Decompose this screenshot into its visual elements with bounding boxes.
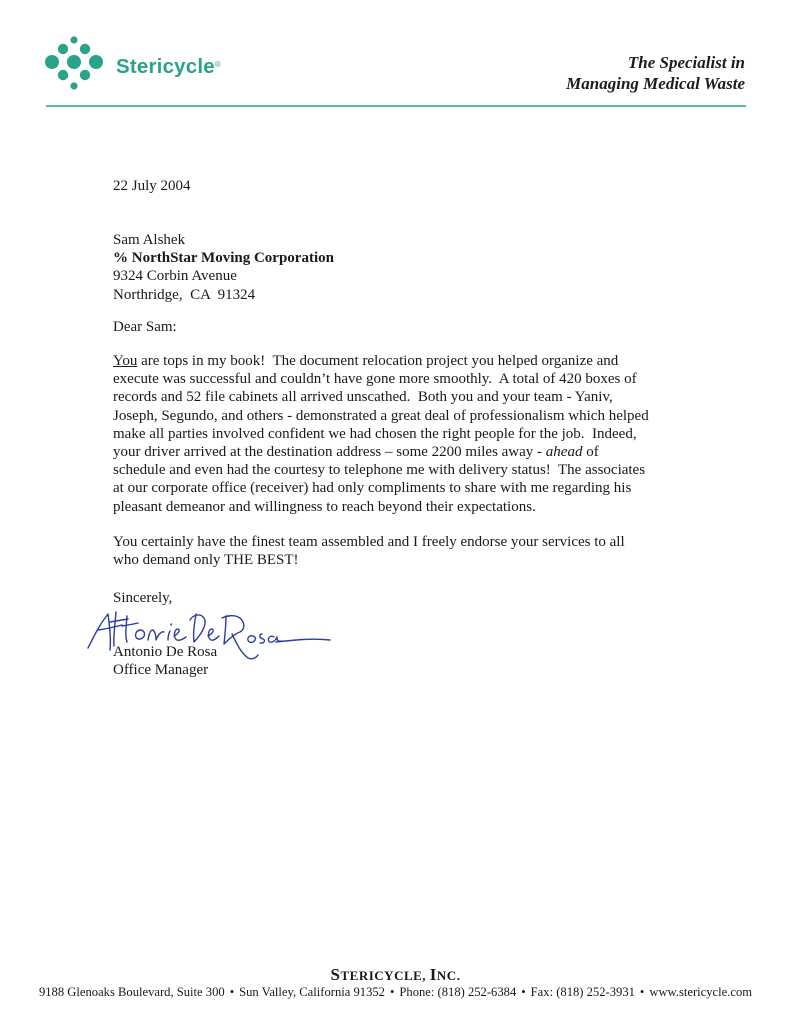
body-paragraph-2 [113,533,625,569]
footer-city: Sun Valley, California 91352 [239,985,385,999]
paragraph-line: execute was successful and couldn’t have gone more smoothly. A total of 420 boxes of [113,371,637,388]
paragraph-line: schedule and even had the courtesy to telephone me with delivery status! The associates [113,462,646,479]
footer-contact-line [0,985,791,1000]
paragraph-line: You certainly have the finest team assembled and I freely endorse your services to all [113,534,625,550]
recipient-city: Northridge, CA 91324 [113,286,256,303]
bullet-separator: • [229,985,235,999]
tagline-line: The Specialist in [627,53,745,72]
tagline [566,52,745,94]
footer-company-name [0,965,791,985]
letter-date: 22 July 2004 [113,178,191,194]
italic-word: ahead [545,444,583,461]
stericycle-logo-icon [44,36,104,96]
footer-website: www.stericycle.com [649,985,753,999]
line-text: are tops in my book! The document relocation project you helped organize and [137,353,619,369]
paragraph-line: records and 52 file cabinets all arrived unscathed. Both you and your team - Yaniv, [113,389,613,406]
paragraph-line [113,443,649,461]
tagline-line: Managing Medical Waste [566,74,745,93]
paragraph-line: who demand only THE BEST! [113,552,299,569]
signer-name: Antonio De Rosa [113,644,218,660]
footer-smallcaps: TERICYCLE, [340,968,430,983]
company-name: Stericycle® [116,55,221,78]
recipient-company: % NorthStar Moving Corporation [113,250,334,267]
body-paragraph-1 [113,352,649,516]
paragraph-line: pleasant demeanor and willingness to reach beyond their expectations. [113,498,536,515]
recipient-name: Sam Alshek [113,232,186,248]
salutation: Dear Sam: [113,319,177,335]
signer-block [113,643,217,679]
footer-initial: I [429,965,437,984]
paragraph-line: at our corporate office (receiver) had only compliments to share with me regarding his [113,480,632,497]
footer-smallcaps: NC. [436,968,461,983]
line-text: of [582,444,599,461]
underlined-word: You [113,353,138,369]
footer-phone: Phone: (818) 252-6384 [399,985,517,999]
footer-initial: S [330,965,341,984]
header-divider [46,105,746,107]
recipient-street: 9324 Corbin Avenue [113,268,237,285]
paragraph-line: Joseph, Segundo, and others - demonstrated a great deal of professionalism which helped [113,407,649,424]
footer-fax: Fax: (818) 252-3931 [530,985,635,999]
bullet-separator: • [639,985,645,999]
footer-address: 9188 Glenoaks Boulevard, Suite 300 [38,985,225,999]
paragraph-line [113,352,649,370]
bullet-separator: • [521,985,526,999]
closing: Sincerely, [113,590,173,606]
line-text: your driver arrived at the destination address – some 2200 miles away - [113,444,546,461]
paragraph-line: make all parties involved confident we had chosen the right people for the job. Indeed, [113,425,637,442]
bullet-separator: • [389,985,395,999]
signer-title: Office Manager [113,662,209,679]
recipient-address [113,231,334,304]
